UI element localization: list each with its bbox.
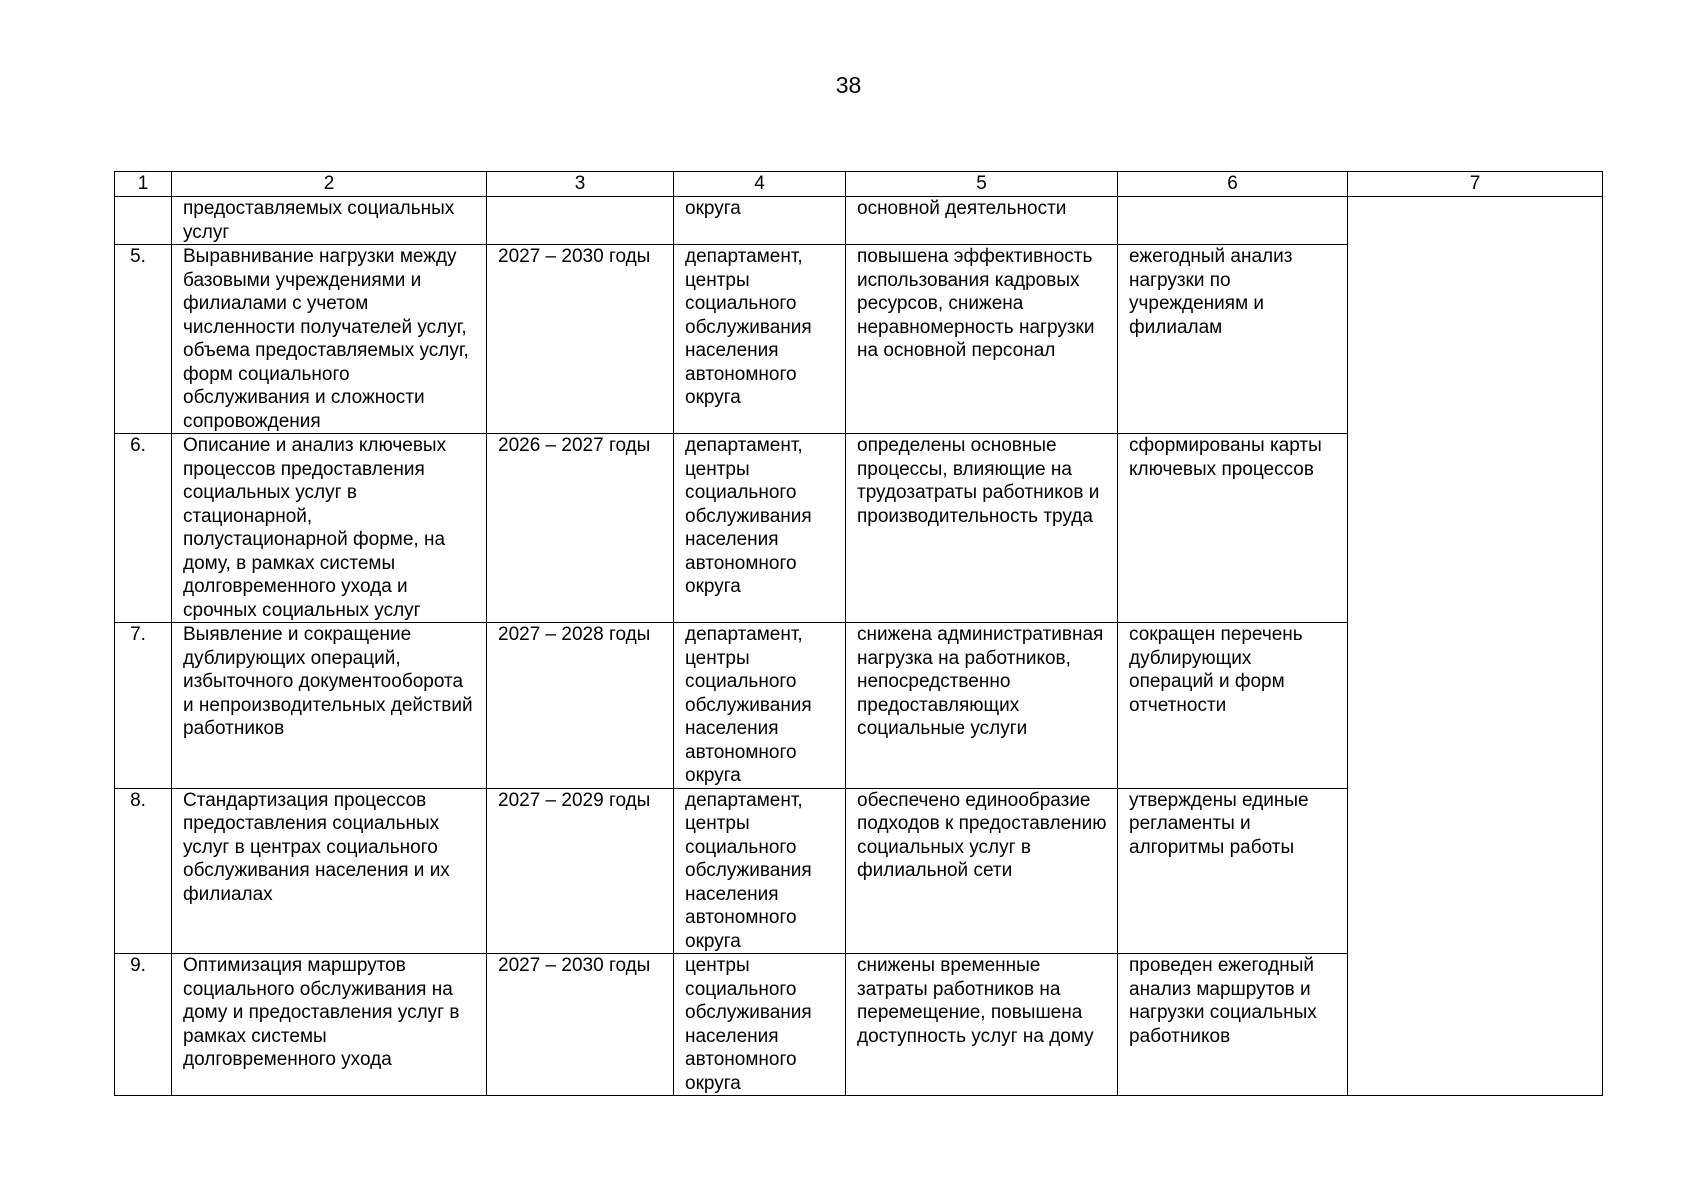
- result-cell: снижены временные затраты работников на перемещение, повышена доступность услуг на дому: [846, 954, 1118, 1096]
- indicator-cell: сформированы карты ключевых процессов: [1118, 434, 1348, 623]
- column-header-1: 1: [115, 172, 172, 197]
- executor-cell: центры социального обслуживания населения автономного округа: [674, 954, 846, 1096]
- period-cell: 2027 – 2030 годы: [487, 245, 674, 434]
- measure-cell: Выравнивание нагрузки между базовыми учреждениями и филиалами с учетом численности получателей услуг, объема предоставляемых услуг, форм социального обслуживания и сложности сопровождения: [172, 245, 487, 434]
- executor-cell: округа: [674, 197, 846, 245]
- column-header-4: 4: [674, 172, 846, 197]
- row-number: 7.: [115, 623, 172, 789]
- executor-cell: департамент, центры социального обслуживания населения автономного округа: [674, 788, 846, 954]
- executor-cell: департамент, центры социального обслуживания населения автономного округа: [674, 623, 846, 789]
- indicator-cell: [1118, 197, 1348, 245]
- period-cell: [487, 197, 674, 245]
- measure-cell: Стандартизация процессов предоставления социальных услуг в центрах социального обслуживания населения и их филиалах: [172, 788, 487, 954]
- result-cell: определены основные процессы, влияющие на трудозатраты работников и производительность труда: [846, 434, 1118, 623]
- indicator-cell: ежегодный анализ нагрузки по учреждениям и филиалам: [1118, 245, 1348, 434]
- result-cell: основной деятельности: [846, 197, 1118, 245]
- row-number: [115, 197, 172, 245]
- column-header-7: 7: [1348, 172, 1603, 197]
- table-header-row: [115, 172, 1603, 197]
- indicator-cell: сокращен перечень дублирующих операций и форм отчетности: [1118, 623, 1348, 789]
- column-header-5: 5: [846, 172, 1118, 197]
- executor-cell: департамент, центры социального обслуживания населения автономного округа: [674, 434, 846, 623]
- column-header-3: 3: [487, 172, 674, 197]
- period-cell: 2027 – 2030 годы: [487, 954, 674, 1096]
- period-cell: 2027 – 2029 годы: [487, 788, 674, 954]
- indicator-cell: утверждены единые регламенты и алгоритмы работы: [1118, 788, 1348, 954]
- row-number: 8.: [115, 788, 172, 954]
- table-row-continuation: [115, 197, 1603, 245]
- row-number: 9.: [115, 954, 172, 1096]
- row-number: 6.: [115, 434, 172, 623]
- column-7-cell: [1348, 197, 1603, 1096]
- indicator-cell: проведен ежегодный анализ маршрутов и нагрузки социальных работников: [1118, 954, 1348, 1096]
- row-number: 5.: [115, 245, 172, 434]
- result-cell: обеспечено единообразие подходов к предоставлению социальных услуг в филиальной сети: [846, 788, 1118, 954]
- measure-cell: Оптимизация маршрутов социального обслуживания на дому и предоставления услуг в рамках системы долговременного ухода: [172, 954, 487, 1096]
- page-number: 38: [835, 72, 862, 98]
- period-cell: 2027 – 2028 годы: [487, 623, 674, 789]
- measure-cell: Описание и анализ ключевых процессов предоставления социальных услуг в стационарной, полустационарной форме, на дому, в рамках системы долговременного ухода и срочных социальных услуг: [172, 434, 487, 623]
- column-header-6: 6: [1118, 172, 1348, 197]
- period-cell: 2026 – 2027 годы: [487, 434, 674, 623]
- measure-cell: предоставляемых социальных услуг: [172, 197, 487, 245]
- executor-cell: департамент, центры социального обслуживания населения автономного округа: [674, 245, 846, 434]
- result-cell: снижена административная нагрузка на работников, непосредственно предоставляющих социальные услуги: [846, 623, 1118, 789]
- measure-cell: Выявление и сокращение дублирующих операций, избыточного документооборота и непроизводительных действий работников: [172, 623, 487, 789]
- measures-table: [114, 171, 1603, 1096]
- result-cell: повышена эффективность использования кадровых ресурсов, снижена неравномерность нагрузки на основной персонал: [846, 245, 1118, 434]
- column-header-2: 2: [172, 172, 487, 197]
